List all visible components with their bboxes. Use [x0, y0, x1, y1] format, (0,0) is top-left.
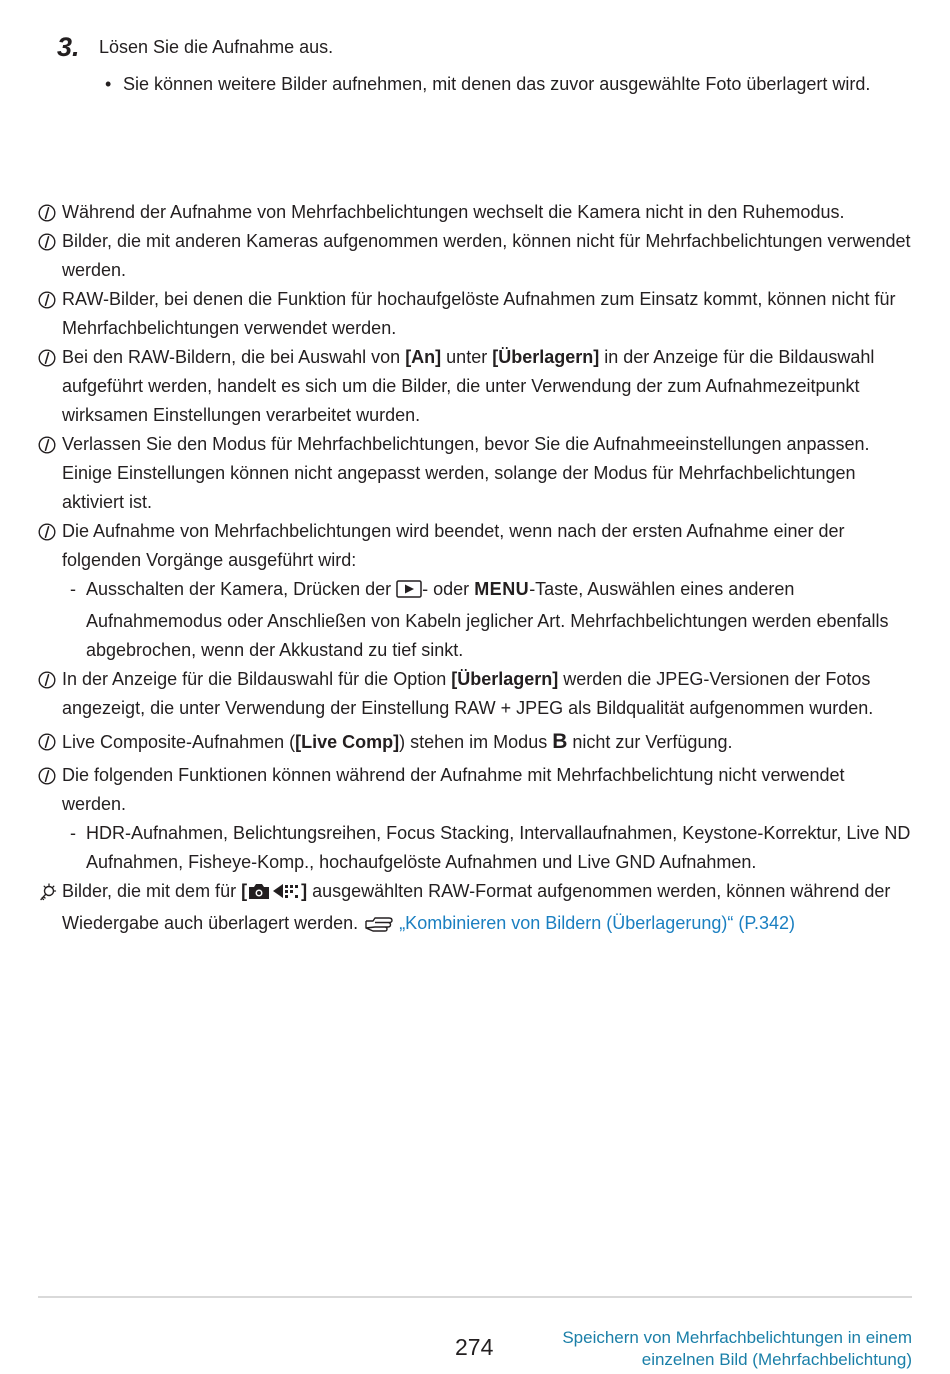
note-subitem: - HDR-Aufnahmen, Belichtungsreihen, Focus Stacking, Intervallaufnahmen, Keystone-Korrektur, Live ND Aufnahmen, Fisheye-Komp., hochaufgelöste Aufnahmen und Live GND Aufnahmen. [62, 819, 913, 877]
step-bullet-text: Sie können weitere Bilder aufnehmen, mit denen das zuvor ausgewählte Foto überlagert wird. [123, 74, 871, 94]
note-item [38, 761, 913, 819]
camera-icon [247, 880, 271, 909]
step-text: Lösen Sie die Aufnahme aus. [99, 37, 334, 57]
note-text: RAW-Bilder, bei denen die Funktion für hochaufgelöste Aufnahmen zum Einsatz kommt, können nicht für Mehrfachbelichtungen verwendet werden. [62, 289, 896, 338]
note-text: Die Aufnahme von Mehrfachbelichtungen wird beendet, wenn nach der ersten Aufnahme einer der folgenden Vorgänge ausgeführt wird: [62, 521, 845, 570]
setting-live-comp: [Live Comp] [295, 732, 400, 752]
caution-icon [38, 233, 56, 251]
cross-reference-link[interactable]: „Kombinieren von Bildern (Überlagerung)“ (P.342) [399, 913, 796, 933]
dash-marker: - [70, 823, 76, 843]
footer-divider [38, 1296, 912, 1298]
caution-icon [38, 671, 56, 689]
note-item [38, 285, 913, 343]
note-item: Live Composite-Aufnahmen ([Live Comp]) stehen im Modus B nicht zur Verfügung. [38, 727, 913, 757]
note-text: Verlassen Sie den Modus für Mehrfachbelichtungen, bevor Sie die Aufnahmeeinstellungen anpassen. Einige Einstellungen können nicht angepasst werden, solange der Modus für Mehrfachbelichtungen aktiviert ist. [62, 434, 870, 512]
note-item [38, 227, 913, 285]
note-item: Bei den RAW-Bildern, die bei Auswahl von [An] unter [Überlagern] in der Anzeige für die Bildauswahl aufgeführt werden, handelt es sich um die Bilder, die unter Verwendung der zum Aufnahmezeitpunkt wirksamen Einstellungen verarbeitet wurden. [38, 343, 913, 430]
caution-icon [38, 291, 56, 309]
caution-icon [38, 733, 56, 751]
pointing-hand-icon [363, 912, 399, 941]
setting-an: [An] [405, 347, 442, 367]
bullet-dot-icon: • [105, 74, 112, 94]
footer-title-line2: einzelnen Bild (Mehrfachbelichtung) [641, 1350, 912, 1369]
caution-icon [38, 767, 56, 785]
caution-icon [38, 523, 56, 541]
footer-title-line1: Speichern von Mehrfachbelichtungen in einem [562, 1328, 912, 1347]
note-text: Die folgenden Funktionen können während der Aufnahme mit Mehrfachbelichtung nicht verwendet werden. [62, 765, 845, 814]
setting-ueberlagern: [Überlagern] [492, 347, 600, 367]
notes-list [38, 198, 913, 941]
playback-button-icon [396, 578, 422, 607]
dash-marker: - [70, 579, 76, 599]
menu-key-label: MENU [474, 579, 530, 599]
image-quality-icon [271, 880, 301, 909]
note-item [38, 198, 913, 227]
caution-icon [38, 204, 56, 222]
mode-b-label: B [552, 730, 568, 753]
step-number: 3. [57, 32, 80, 62]
step-bullet [105, 70, 913, 99]
tip-icon [38, 883, 56, 901]
setting-ueberlagern: [Überlagern] [451, 669, 559, 689]
caution-icon [38, 349, 56, 367]
note-subitem: - Ausschalten der Kamera, Drücken der - oder MENU-Taste, Auswählen eines anderen Aufnahmemodus oder Anschließen von Kabeln jeglicher Art. Mehrfachbelichtungen werden ebenfalls abgebrochen, wenn der Akkustand zu tief sinkt. [62, 575, 913, 665]
caution-icon [38, 436, 56, 454]
note-item [38, 430, 913, 517]
tip-item: Bilder, die mit dem für [ ] ausgewählten RAW-Format aufgenommen werden, können während der Wiedergabe auch überlagert werden. „Kombinieren von Bildern (Überlagerung)“ (P.342) [38, 877, 913, 941]
note-item: In der Anzeige für die Bildauswahl für die Option [Überlagern] werden die JPEG-Versionen der Fotos angezeigt, die unter Verwendung der Einstellung RAW + JPEG als Bildqualität aufgenommen wurden. [38, 665, 913, 723]
note-text: Bilder, die mit anderen Kameras aufgenommen werden, können nicht für Mehrfachbelichtungen verwendet werden. [62, 231, 911, 280]
footer-chapter-title[interactable] [492, 1327, 912, 1371]
page-number: 274 [455, 1334, 494, 1360]
note-item [38, 517, 913, 575]
note-text: Während der Aufnahme von Mehrfachbelichtungen wechselt die Kamera nicht in den Ruhemodus. [62, 202, 845, 222]
